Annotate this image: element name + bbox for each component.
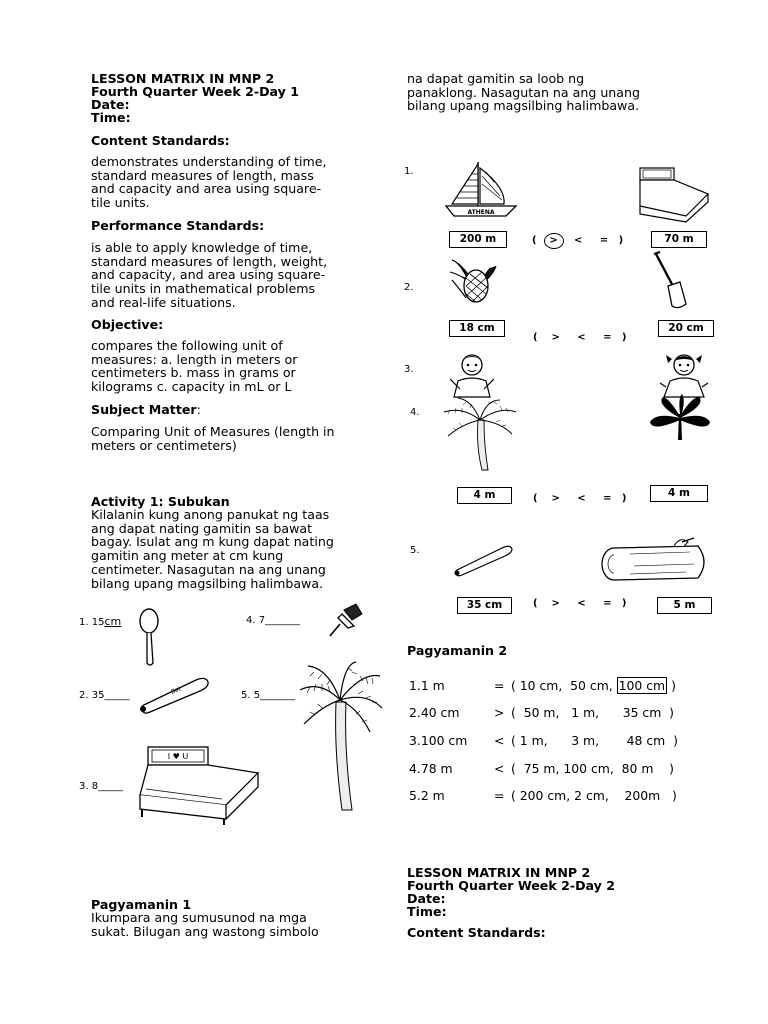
activity-item-3-number: 3. 8 bbox=[79, 781, 99, 792]
equation-2-lhs: 2.40 cm bbox=[409, 705, 460, 720]
activity-item-4-answer: _______ bbox=[265, 615, 301, 626]
compare-item-4-symbols: ( > < = ) bbox=[533, 493, 627, 504]
equation-5-lhs: 5.2 m bbox=[409, 788, 445, 803]
compare-item-4-right-box: 4 m bbox=[650, 485, 708, 502]
equation-1-choices: ( 10 cm, 50 cm, bbox=[511, 678, 617, 693]
bat-brand-text: Bat bbox=[169, 685, 183, 696]
girl-icon bbox=[656, 353, 712, 399]
performance-standards-heading: Performance Standards: bbox=[91, 218, 265, 233]
activity-item-5 bbox=[241, 690, 295, 701]
pagyamanin1-heading: Pagyamanin 1 bbox=[91, 897, 192, 912]
objective-heading: Objective: bbox=[91, 317, 164, 332]
coconut-tree-icon bbox=[300, 662, 382, 812]
continuation-text: na dapat gamitin sa loob ng panaklong. Nasagutan na ang unang bilang upang magsilbing halimbawa. bbox=[407, 71, 640, 114]
equation-1-options bbox=[511, 678, 676, 693]
compare-item-5-right-box: 5 m bbox=[657, 597, 712, 614]
date-label-2: Date: bbox=[407, 891, 446, 906]
sailboat-icon bbox=[444, 160, 524, 220]
compare-item-1-right-box: 70 m bbox=[651, 231, 707, 248]
compare-item-2-left-box: 18 cm bbox=[449, 320, 505, 337]
spoon-icon bbox=[136, 607, 164, 667]
lesson-subtitle: Fourth Quarter Week 2-Day 1 bbox=[91, 84, 300, 99]
content-standards-heading: Content Standards: bbox=[91, 133, 230, 148]
content-standards-heading-2: Content Standards: bbox=[407, 925, 546, 940]
lesson-title-2: LESSON MATRIX IN MNP 2 bbox=[407, 865, 591, 880]
activity-text: Kilalanin kung anong panukat ng taas ang dapat nating gamitin sa bawat bagay. Isulat ang m kung dapat nating gamitin ang meter at cm kung centimeter. Nasagutan na ang unang bilang upang magsilbing halimbawa. bbox=[91, 507, 334, 591]
subject-matter-heading-line bbox=[91, 403, 201, 417]
corn-icon bbox=[446, 258, 500, 306]
activity-heading: Activity 1: Subukan bbox=[91, 494, 230, 509]
content-standards-text: demonstrates understanding of time, standard measures of length, mass and capacity and area using square- tile units. bbox=[91, 154, 327, 211]
objective-text: compares the following unit of measures: a. length in meters or centimeters b. mass in grams or kilograms c. capacity in mL or L bbox=[91, 338, 298, 395]
activity-item-2-number: 2. 35 bbox=[79, 690, 105, 701]
activity-item-1-number: 1. 15 bbox=[79, 617, 105, 628]
compare-item-2-symbols: ( > < = ) bbox=[533, 332, 627, 343]
subject-matter-heading: Subject Matter bbox=[91, 402, 197, 417]
push-pin-icon bbox=[326, 600, 366, 640]
pagyamanin2-heading: Pagyamanin 2 bbox=[407, 643, 508, 658]
compare-item-4-left-box: 4 m bbox=[457, 487, 512, 504]
compare-item-1-symbols: ( > < = ) bbox=[532, 233, 623, 249]
compare-item-4-number: 4. bbox=[410, 407, 420, 418]
compare-item-5-symbols: ( > < = ) bbox=[533, 598, 627, 609]
activity-item-2 bbox=[79, 690, 129, 701]
equation-3-op: < bbox=[494, 733, 505, 748]
activity-item-4 bbox=[246, 615, 300, 626]
compare-item-1-left-box: 200 m bbox=[449, 231, 507, 248]
bed-headboard-text: I ♥ U bbox=[167, 752, 189, 761]
compare-item-1-number: 1. bbox=[404, 166, 414, 177]
compare-item-2-number: 2. bbox=[404, 282, 414, 293]
compare-item-5-left-box: 35 cm bbox=[457, 597, 512, 614]
compare-item-3-number: 3. bbox=[404, 364, 414, 375]
pagyamanin1-text: Ikumpara ang sumusunod na mga sukat. Bilugan ang wastong simbolo bbox=[91, 910, 319, 939]
equation-5-options: ( 200 cm, 2 cm, 200m ) bbox=[511, 788, 677, 803]
subject-matter-colon: : bbox=[196, 402, 201, 417]
equation-1-lhs: 1.1 m bbox=[409, 678, 445, 693]
activity-item-3-answer: _____ bbox=[98, 781, 124, 792]
time-label-2: Time: bbox=[407, 904, 447, 919]
equation-1-close: ) bbox=[667, 678, 676, 693]
bed-icon-small bbox=[636, 166, 712, 222]
equation-3-options: ( 1 m, 3 m, 48 cm ) bbox=[511, 733, 678, 748]
compare-item-5-number: 5. bbox=[410, 545, 420, 556]
date-label: Date: bbox=[91, 97, 130, 112]
sailboat-name-text: ATHENA bbox=[467, 209, 495, 216]
equation-5-op: = bbox=[494, 788, 505, 803]
lesson-title: LESSON MATRIX IN MNP 2 bbox=[91, 71, 275, 86]
equation-1-answer-box: 100 cm bbox=[618, 678, 666, 693]
activity-item-5-answer: _______ bbox=[260, 690, 296, 701]
log-icon bbox=[600, 536, 712, 584]
equation-4-lhs: 4.78 m bbox=[409, 761, 453, 776]
shovel-icon bbox=[650, 252, 690, 312]
activity-item-4-number: 4. 7 bbox=[246, 615, 266, 626]
equation-4-options: ( 75 m, 100 cm, 80 m ) bbox=[511, 761, 675, 776]
activity-item-2-answer: _____ bbox=[104, 690, 130, 701]
baseball-bat-icon-small bbox=[452, 544, 514, 578]
banana-plant-icon bbox=[648, 394, 712, 440]
activity-item-1-answer: cm bbox=[104, 615, 122, 628]
subject-matter-text: Comparing Unit of Measures (length in meters or centimeters) bbox=[91, 424, 335, 453]
activity-item-5-number: 5. 5 bbox=[241, 690, 261, 701]
activity-item-1 bbox=[79, 615, 121, 628]
equation-4-op: < bbox=[494, 761, 505, 776]
circled-symbol: > bbox=[544, 233, 564, 249]
time-label: Time: bbox=[91, 110, 131, 125]
lesson-subtitle-2: Fourth Quarter Week 2-Day 2 bbox=[407, 878, 616, 893]
equation-3-lhs: 3.100 cm bbox=[409, 733, 468, 748]
compare-item-2-right-box: 20 cm bbox=[658, 320, 714, 337]
boy-icon bbox=[446, 353, 502, 399]
equation-2-op: > bbox=[494, 705, 505, 720]
baseball-bat-icon bbox=[136, 676, 211, 716]
equation-1-op: = bbox=[494, 678, 505, 693]
equation-2-options: ( 50 m, 1 m, 35 cm ) bbox=[511, 705, 675, 720]
activity-item-3 bbox=[79, 781, 123, 792]
bed-icon bbox=[130, 745, 262, 827]
coconut-tree-icon-small bbox=[442, 398, 518, 472]
performance-standards-text: is able to apply knowledge of time, standard measures of length, weight, and capacity, and area using square- tile units in mathematical problems and real-life situations. bbox=[91, 240, 328, 310]
